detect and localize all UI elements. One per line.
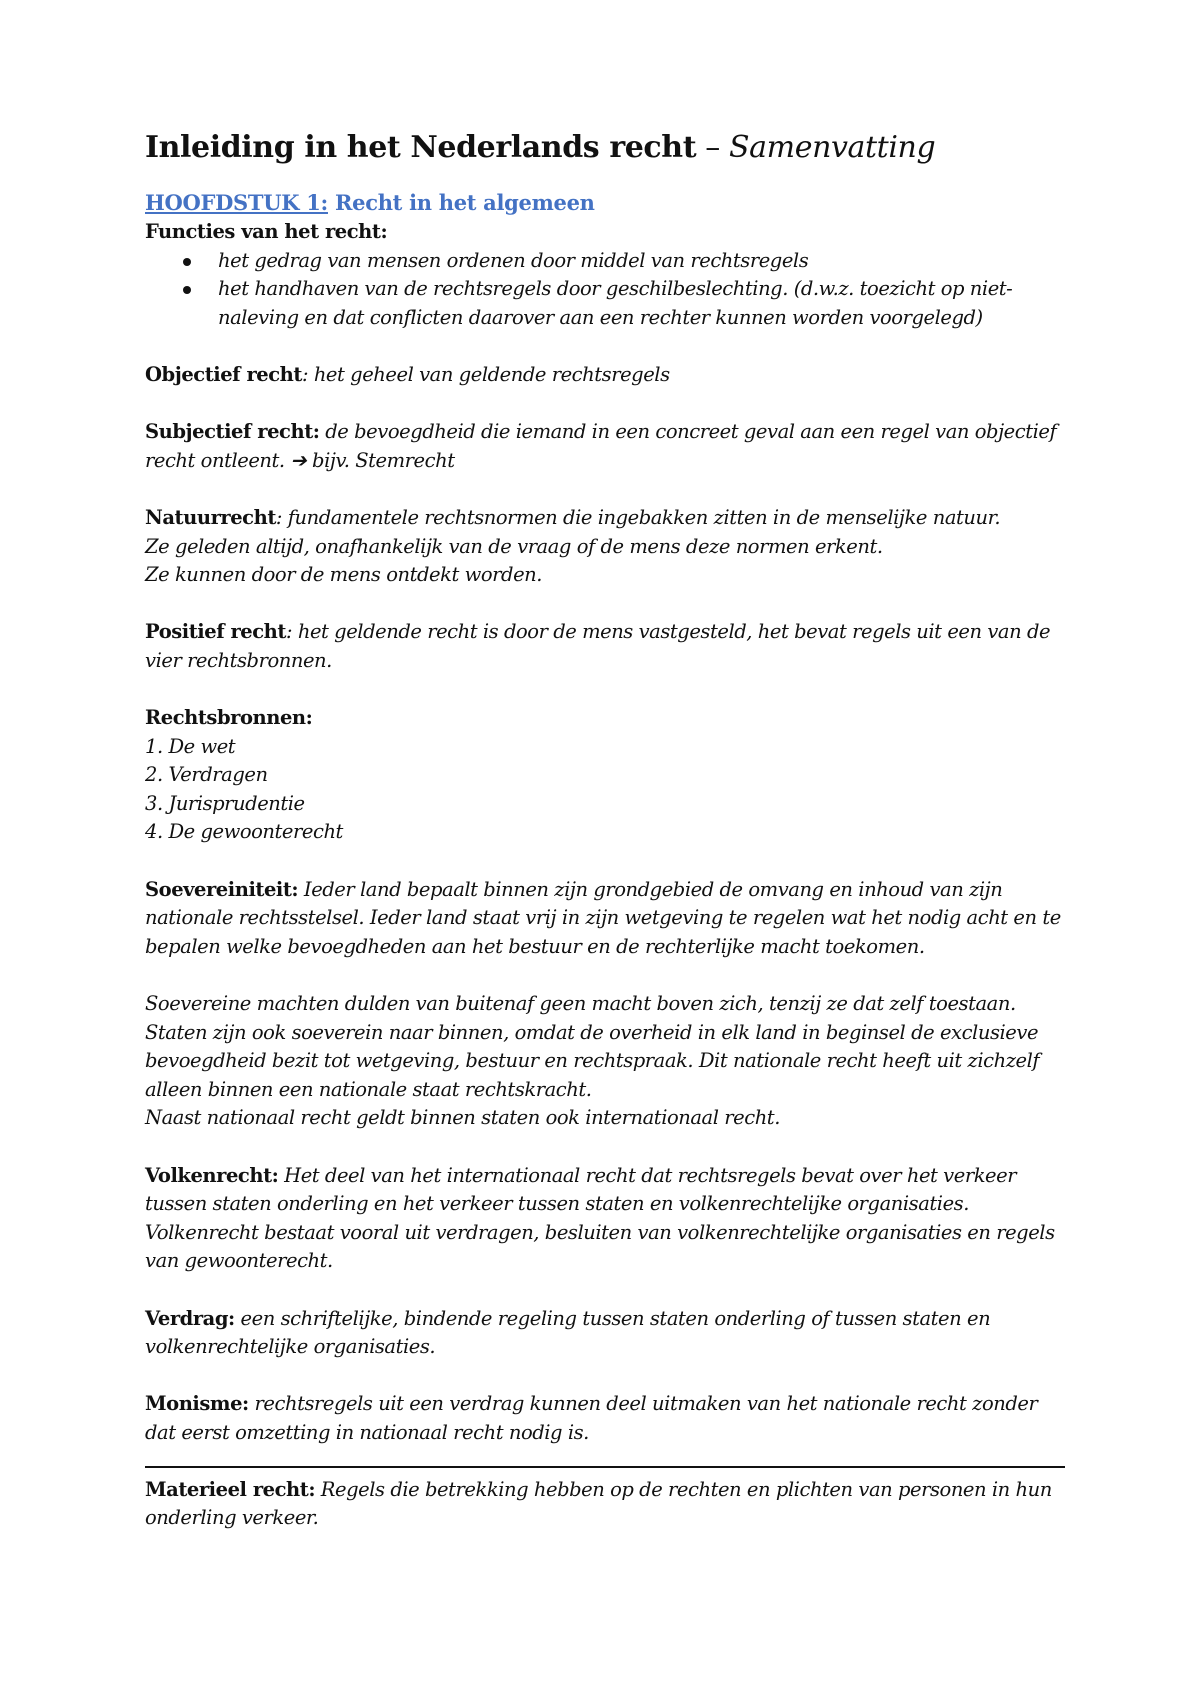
term: Materieel recht: (145, 1477, 316, 1501)
title-dash: – (696, 130, 730, 165)
definition-materieel (145, 1476, 1070, 1533)
chapter-name: Recht in het algemeen (327, 190, 595, 215)
list-item: het gedrag van mensen ordenen door middel van rechtsregels (145, 247, 1070, 276)
chapter-number: HOOFDSTUK 1: (145, 190, 328, 215)
list-item: 2. Verdragen (145, 763, 268, 787)
definition-positief (145, 618, 1070, 675)
definition-text: : het geldende recht is door de mens vastgesteld, het bevat regels uit een van de vier rechtsbronnen. (145, 620, 1051, 672)
definition-text: : het geheel van geldende rechtsregels (301, 362, 670, 386)
term: Objectief recht (145, 362, 302, 386)
definition-objectief (145, 361, 1070, 390)
definition-natuurrecht (145, 504, 1070, 590)
definition-soevereiniteit (145, 876, 1070, 962)
horizontal-divider (145, 1466, 1065, 1468)
definition-verdrag (145, 1305, 1070, 1362)
list-item: 4. De gewoonterecht (145, 820, 343, 844)
term: Subjectief recht: (145, 420, 320, 444)
rechtsbronnen-list (145, 733, 1070, 847)
document-page (145, 128, 1070, 1533)
term: Monisme: (145, 1392, 249, 1416)
definition-text: Volkenrecht bestaat vooral uit verdragen, besluiten van volkenrechtelijke organisaties en regels van gewoonterecht. (145, 1220, 1055, 1273)
term: Volkenrecht: (145, 1163, 279, 1187)
list-item: het handhaven van de rechtsregels door geschilbeslechting. (d.w.z. toezicht op niet-naleving en dat conflicten daarover aan een rechter kunnen worden voorgelegd) (145, 275, 1070, 332)
definition-text: : fundamentele rechtsnormen die ingebakken zitten in de menselijke natuur. (275, 505, 1001, 529)
term: Verdrag: (145, 1306, 235, 1330)
bullet-icon (183, 286, 191, 294)
term: Soevereiniteit: (145, 877, 299, 901)
bullet-icon (183, 258, 191, 266)
definition-text: een schriftelijke, bindende regeling tussen staten onderling of tussen staten en volkenrechtelijke organisaties. (145, 1306, 991, 1359)
term: Natuurrecht (145, 505, 276, 529)
term: Positief recht (145, 620, 286, 644)
chapter-heading (145, 188, 1070, 218)
functies-list (145, 247, 1070, 333)
definition-subjectief (145, 418, 1070, 475)
definition-volkenrecht (145, 1162, 1070, 1276)
definition-text: Regels die betrekking hebben op de rechten en plichten van personen in hun onderling verkeer. (145, 1477, 1052, 1530)
definition-text: Ze kunnen door de mens ontdekt worden. (145, 563, 543, 587)
definition-text: Het deel van het internationaal recht dat rechtsregels bevat over het verkeer tussen staten onderling en het verkeer tussen staten en volkenrechtelijke organisaties. (145, 1163, 1017, 1216)
title-subtitle: Samenvatting (729, 130, 936, 165)
definition-text: Ze geleden altijd, onafhankelijk van de vraag of de mens deze normen erkent. (145, 534, 883, 558)
list-item: 1. De wet (145, 734, 236, 758)
definition-monisme (145, 1390, 1070, 1447)
definition-text: Ieder land bepaalt binnen zijn grondgebied de omvang en inhoud van zijn nationale rechtsstelsel. Ieder land staat vrij in zijn wetgeving te regelen wat het nodig acht en te bepalen welke bevoegdheden aan het bestuur en de rechterlijke macht toekomen. (145, 877, 1061, 958)
rechtsbronnen-heading: Rechtsbronnen: (145, 706, 313, 730)
list-item: 3. Jurisprudentie (145, 791, 305, 815)
definition-text: de bevoegdheid die iemand in een concreet geval aan een regel van objectief recht ontleent. ➔ bijv. Stemrecht (145, 420, 1057, 472)
soevereiniteit-paragraph: Soevereine machten dulden van buitenaf geen macht boven zich, tenzij ze dat zelf toestaan. Staten zijn ook soeverein naar binnen, omdat de overheid in elk land in beginsel de exclusieve bevoegdheid bezit tot wetgeving, bestuur en rechtspraak. Dit nationale recht heeft uit zichzelf alleen binnen een nationale staat rechtskracht. Naast nationaal recht geldt binnen staten ook internationaal recht. (145, 992, 1040, 1130)
functies-heading: Functies van het recht: (145, 220, 388, 243)
title-main: Inleiding in het Nederlands recht (145, 130, 697, 165)
definition-text: rechtsregels uit een verdrag kunnen deel uitmaken van het nationale recht zonder dat eerst omzetting in nationaal recht nodig is. (145, 1392, 1038, 1444)
document-title (145, 128, 1070, 168)
